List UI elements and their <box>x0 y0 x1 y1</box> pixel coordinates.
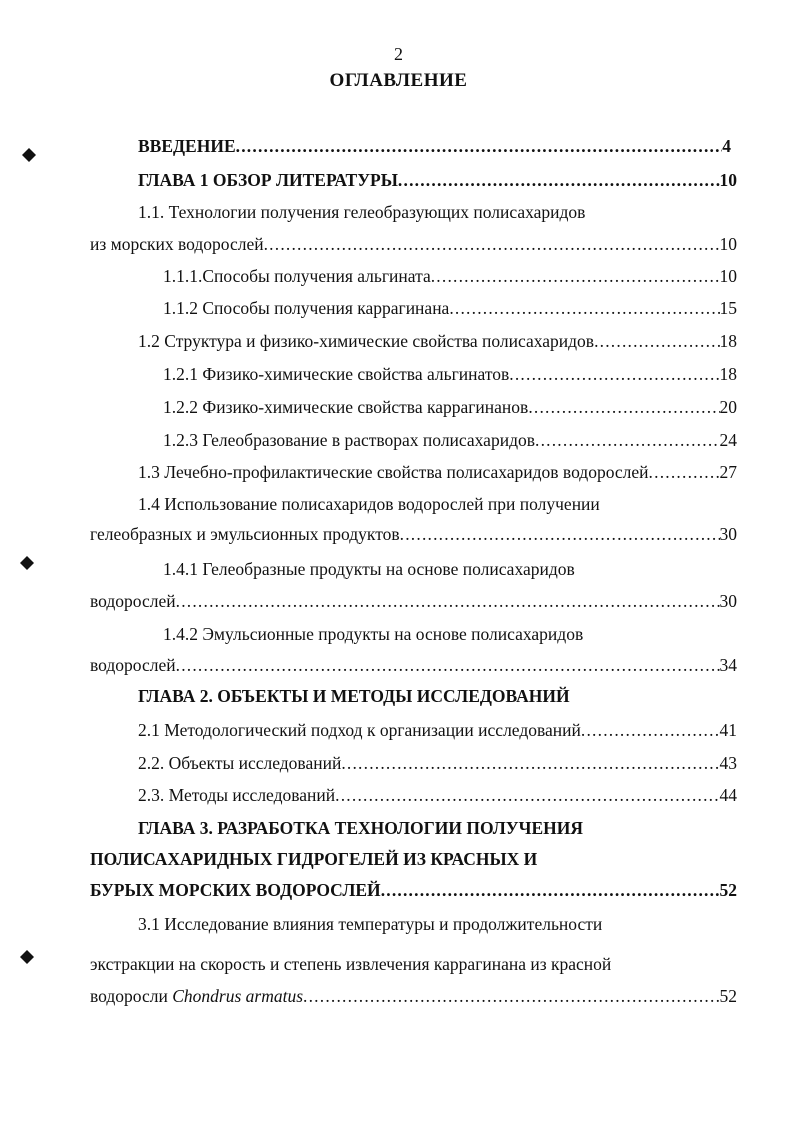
toc-entry-title: ГЛАВА 1 ОБЗОР ЛИТЕРАТУРЫ <box>138 170 398 190</box>
toc-entry <box>138 912 602 936</box>
toc-entry <box>138 718 737 742</box>
toc-page-number: 15 <box>719 298 737 318</box>
left-margin-mark-icon <box>20 950 34 964</box>
toc-leader-dots <box>176 589 720 613</box>
toc-leader-dots <box>381 878 720 902</box>
toc-page-number: 41 <box>719 720 737 740</box>
toc-entry <box>90 984 737 1008</box>
toc-page-number: 44 <box>719 785 737 805</box>
toc-leader-dots <box>594 329 719 353</box>
toc-page-number: 4 <box>722 136 731 156</box>
toc-entry-title: 1.1.1.Способы получения альгината <box>163 266 431 286</box>
toc-page-number: 34 <box>719 655 737 675</box>
toc-entry-title: 1.4 Использование полисахаридов водорослей при получении <box>138 494 600 514</box>
toc-page-number: 43 <box>719 753 737 773</box>
toc-leader-dots <box>581 718 720 742</box>
toc-entry-title: 1.3 Лечебно-профилактические свойства полисахаридов водорослей <box>138 462 649 482</box>
toc-entry <box>90 522 737 546</box>
toc-entry <box>138 200 585 224</box>
toc-entry <box>90 232 737 256</box>
toc-entry <box>138 492 600 516</box>
toc-page-number: 30 <box>719 591 737 611</box>
toc-entry-title: 1.2.3 Гелеобразование в растворах полисахаридов <box>163 430 535 450</box>
toc-entry <box>163 264 737 288</box>
toc-entry-title: водорослей <box>90 655 176 675</box>
toc-entry <box>163 557 575 581</box>
toc-leader-dots <box>449 296 719 320</box>
toc-entry <box>90 589 737 613</box>
toc-page-number: 52 <box>719 986 737 1006</box>
toc-entry-title: ПОЛИСАХАРИДНЫХ ГИДРОГЕЛЕЙ ИЗ КРАСНЫХ И <box>90 849 538 869</box>
toc-entry <box>163 362 737 386</box>
toc-leader-dots <box>649 460 720 484</box>
toc-entry-title: 2.2. Объекты исследований <box>138 753 342 773</box>
toc-entry <box>138 460 737 484</box>
toc-entry-title: из морских водорослей <box>90 234 264 254</box>
toc-leader-dots <box>176 653 720 677</box>
toc-entry <box>138 168 737 192</box>
toc-leader-dots <box>400 522 720 546</box>
toc-entry-title: 1.1.2 Способы получения каррагинана <box>163 298 450 318</box>
toc-entry <box>163 622 583 646</box>
toc-entry-title: БУРЫХ МОРСКИХ ВОДОРОСЛЕЙ <box>90 880 381 900</box>
toc-page-number: 18 <box>719 364 737 384</box>
toc-entry <box>163 428 737 452</box>
toc-entry <box>138 783 737 807</box>
toc-entry-title: 2.3. Методы исследований <box>138 785 336 805</box>
toc-leader-dots <box>398 168 720 192</box>
toc-entry <box>90 653 737 677</box>
left-margin-mark-icon <box>22 148 36 162</box>
toc-entry <box>138 134 731 158</box>
left-margin-mark-icon <box>20 556 34 570</box>
toc-leader-dots <box>335 783 719 807</box>
toc-leader-dots <box>303 984 719 1008</box>
toc-leader-dots <box>236 134 723 158</box>
toc-page-number: 20 <box>719 397 737 417</box>
toc-entry-title: ГЛАВА 2. ОБЪЕКТЫ И МЕТОДЫ ИССЛЕДОВАНИЙ <box>138 686 570 706</box>
toc-page-number: 27 <box>719 462 737 482</box>
toc-page-number: 24 <box>719 430 737 450</box>
toc-page-number: 10 <box>719 170 737 190</box>
toc-entry-title: 1.2.1 Физико-химические свойства альгинатов <box>163 364 510 384</box>
toc-entry <box>90 847 537 871</box>
toc-entry-title: гелеобразных и эмульсионных продуктов <box>90 524 400 544</box>
toc-entry <box>90 878 737 902</box>
toc-entry <box>163 395 737 419</box>
toc-entry <box>138 751 737 775</box>
toc-entry-title: 1.2 Структура и физико-химические свойства полисахаридов <box>138 331 595 351</box>
toc-leader-dots <box>509 362 719 386</box>
toc-page-number: 52 <box>719 880 737 900</box>
toc-entry <box>90 952 611 976</box>
page-number: 2 <box>394 44 403 64</box>
toc-entry <box>138 329 737 353</box>
toc-entry <box>138 684 570 708</box>
toc-page-number: 18 <box>719 331 737 351</box>
toc-entry-title: водорослей <box>90 591 176 611</box>
toc-entry <box>138 816 583 840</box>
toc-leader-dots <box>528 395 719 419</box>
toc-entry-title: ВВЕДЕНИЕ <box>138 136 236 156</box>
toc-entry-title: экстракции на скорость и степень извлечения каррагинана из красной <box>90 954 612 974</box>
toc-leader-dots <box>535 428 720 452</box>
toc-entry-title: 2.1 Методологический подход к организации исследований <box>138 720 581 740</box>
toc-page-number: 10 <box>719 234 737 254</box>
toc-entry-title: 1.2.2 Физико-химические свойства каррагинанов <box>163 397 529 417</box>
toc-entry-title: водоросли Chondrus armatus <box>90 986 304 1006</box>
toc-leader-dots <box>341 751 719 775</box>
toc-leader-dots <box>431 264 720 288</box>
toc-entry-title: 1.4.2 Эмульсионные продукты на основе полисахаридов <box>163 624 584 644</box>
page-title: ОГЛАВЛЕНИЕ <box>329 70 468 91</box>
species-name: Chondrus armatus <box>172 986 304 1006</box>
toc-entry-title: 3.1 Исследование влияния температуры и продолжительности <box>138 914 603 934</box>
toc-leader-dots <box>264 232 720 256</box>
toc-entry-title: ГЛАВА 3. РАЗРАБОТКА ТЕХНОЛОГИИ ПОЛУЧЕНИЯ <box>138 818 584 838</box>
toc-entry <box>163 296 737 320</box>
toc-page-number: 30 <box>719 524 737 544</box>
toc-entry-title: 1.1. Технологии получения гелеобразующих полисахаридов <box>138 202 586 222</box>
toc-page-number: 10 <box>719 266 737 286</box>
toc-entry-title: 1.4.1 Гелеобразные продукты на основе полисахаридов <box>163 559 575 579</box>
